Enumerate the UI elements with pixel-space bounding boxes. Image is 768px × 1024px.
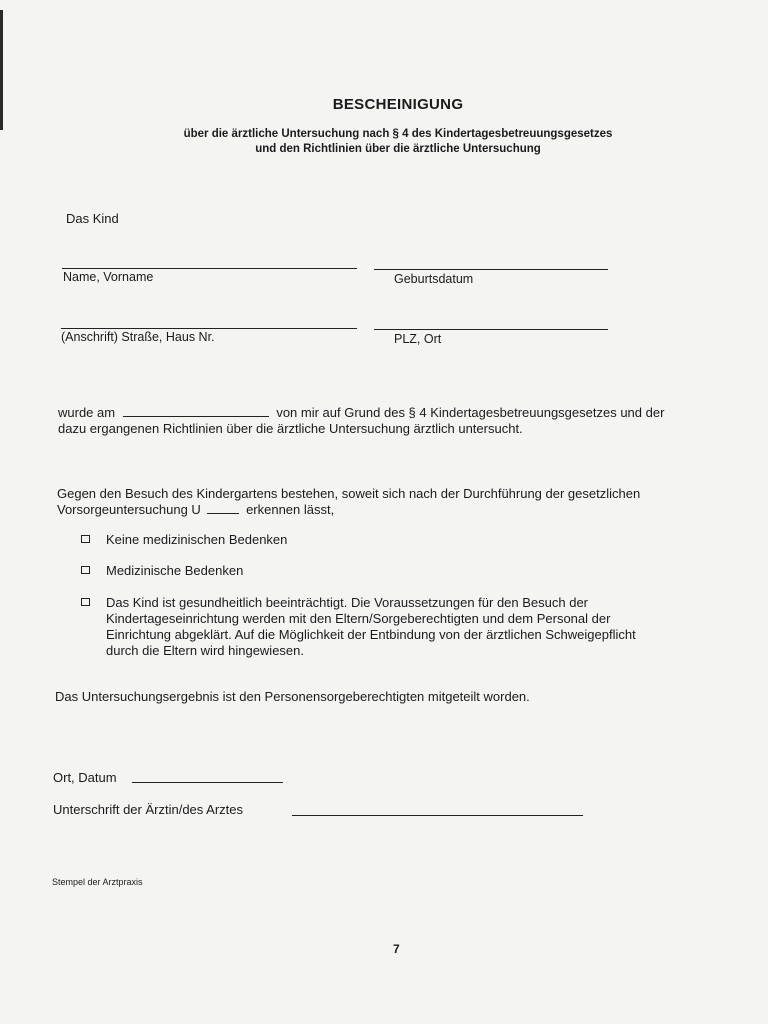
city-field-line[interactable] <box>374 329 608 330</box>
street-field-label: (Anschrift) Straße, Haus Nr. <box>61 330 215 344</box>
city-field-label: PLZ, Ort <box>394 332 442 346</box>
exam-paragraph <box>58 405 664 437</box>
document-title: BESCHEINIGUNG <box>332 96 464 113</box>
exam-text-part2: von mir auf Grund des § 4 Kindertagesbetreuungsgesetzes und der <box>276 405 665 420</box>
subtitle-line-1: über die ärztliche Untersuchung nach § 4 des Kindertagesbetreuungsgesetzes <box>183 128 613 140</box>
option-no-concerns-label: Keine medizinischen Bedenken <box>106 532 288 547</box>
street-field-line[interactable] <box>61 328 357 329</box>
checkbox-concerns[interactable] <box>81 566 90 574</box>
place-date-line[interactable] <box>132 782 283 783</box>
option-impaired-line3: Einrichtung abgeklärt. Auf die Möglichkeit der Entbindung von der ärztlichen Schweigepflicht <box>106 627 636 642</box>
exam-text-part1: wurde am <box>58 405 116 420</box>
result-statement: Das Untersuchungsergebnis ist den Personensorgeberechtigten mitgeteilt worden. <box>55 689 530 704</box>
attendance-text-part2: erkennen lässt, <box>246 502 335 517</box>
exam-text-line2: dazu ergangenen Richtlinien über die ärztliche Untersuchung ärztlich untersucht. <box>58 421 523 436</box>
attendance-text-part1: Vorsorgeuntersuchung U <box>57 502 201 517</box>
stamp-label: Stempel der Arztpraxis <box>52 877 143 887</box>
subtitle-line-2: und den Richtlinien über die ärztliche Untersuchung <box>255 143 541 155</box>
birthdate-field-line[interactable] <box>374 269 608 270</box>
option-impaired-line1: Das Kind ist gesundheitlich beeinträchtigt. Die Voraussetzungen für den Besuch der <box>106 595 589 610</box>
document-subtitle <box>0 127 768 157</box>
page-number: 7 <box>393 942 400 956</box>
option-concerns-label: Medizinische Bedenken <box>106 563 244 578</box>
birthdate-field-label: Geburtsdatum <box>394 272 474 286</box>
option-impaired-line2: Kindertageseinrichtung werden mit den Eltern/Sorgeberechtigten und dem Personal der <box>106 611 611 626</box>
name-field-line[interactable] <box>62 268 357 269</box>
exam-date-blank[interactable] <box>123 405 269 417</box>
exam-number-blank[interactable] <box>207 502 239 514</box>
attendance-paragraph <box>57 486 640 518</box>
place-date-label: Ort, Datum <box>53 770 117 785</box>
checkbox-impaired[interactable] <box>81 598 90 606</box>
option-impaired-line4: durch die Eltern wird hingewiesen. <box>106 643 304 658</box>
option-impaired-text <box>106 595 636 659</box>
signature-label: Unterschrift der Ärztin/des Arztes <box>53 802 244 817</box>
attendance-text-line1: Gegen den Besuch des Kindergartens bestehen, soweit sich nach der Durchführung der gesetzlichen <box>57 486 641 501</box>
checkbox-no-concerns[interactable] <box>81 535 90 543</box>
name-field-label: Name, Vorname <box>63 270 154 284</box>
child-label: Das Kind <box>66 211 119 226</box>
signature-line[interactable] <box>292 815 583 816</box>
